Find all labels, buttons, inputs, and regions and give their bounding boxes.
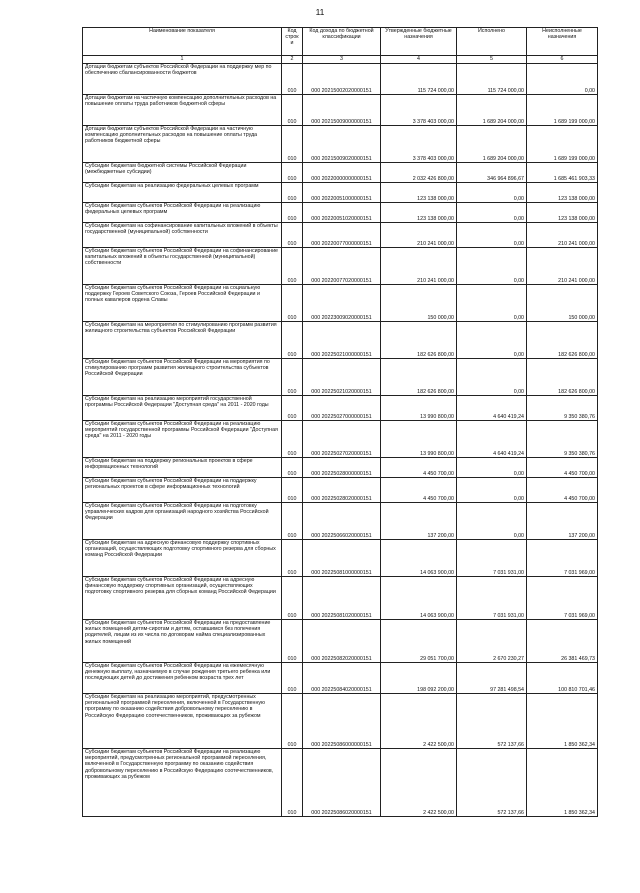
row-executed: 7 031 931,00 bbox=[457, 540, 527, 577]
page-number: 11 bbox=[315, 7, 325, 17]
table-row bbox=[83, 749, 598, 817]
row-revenue-code: 000 20225021000000151 bbox=[303, 322, 381, 359]
row-approved: 123 138 000,00 bbox=[381, 203, 457, 223]
row-revenue-code: 000 20225028020000151 bbox=[303, 478, 381, 503]
row-revenue-code: 000 20225081020000151 bbox=[303, 577, 381, 620]
table-row bbox=[83, 126, 598, 163]
budget-revenue-table bbox=[82, 27, 598, 817]
row-remaining: 150 000,00 bbox=[527, 285, 598, 322]
row-approved: 3 378 403 000,00 bbox=[381, 126, 457, 163]
row-line-code: 010 bbox=[282, 540, 303, 577]
column-number: 3 bbox=[303, 56, 381, 64]
row-line-code: 010 bbox=[282, 183, 303, 203]
row-remaining: 7 031 969,00 bbox=[527, 577, 598, 620]
row-approved: 182 626 800,00 bbox=[381, 359, 457, 396]
row-name: Субсидии бюджетам субъектов Российской Федерации на поддержку региональных проектов в сфере информационных технологий bbox=[83, 478, 282, 503]
table-row bbox=[83, 223, 598, 248]
row-remaining: 182 626 800,00 bbox=[527, 359, 598, 396]
row-executed: 0,00 bbox=[457, 359, 527, 396]
row-name: Субсидии бюджетам субъектов Российской Федерации на предоставление жилых помещений детям-сиротам и детям, оставшимся без попечения родителей, лицам из их числа по договорам найма специализированных жилых помещений bbox=[83, 620, 282, 663]
row-approved: 4 450 700,00 bbox=[381, 458, 457, 478]
row-executed: 346 964 896,67 bbox=[457, 163, 527, 183]
row-line-code: 010 bbox=[282, 203, 303, 223]
row-remaining: 1 685 461 903,33 bbox=[527, 163, 598, 183]
table-row bbox=[83, 95, 598, 126]
row-approved: 198 092 200,00 bbox=[381, 663, 457, 694]
row-remaining: 4 450 700,00 bbox=[527, 458, 598, 478]
table-row bbox=[83, 577, 598, 620]
row-name: Субсидии бюджетам субъектов Российской Федерации на ежемесячную денежную выплату, назначаемую в случае рождения третьего ребенка или последующих детей до достижения ребенком возраста трех лет bbox=[83, 663, 282, 694]
row-executed: 115 724 000,00 bbox=[457, 64, 527, 95]
row-revenue-code: 000 20225028000000151 bbox=[303, 458, 381, 478]
row-executed: 2 670 230,27 bbox=[457, 620, 527, 663]
row-line-code: 010 bbox=[282, 503, 303, 540]
table-row bbox=[83, 64, 598, 95]
row-revenue-code: 000 20215009020000151 bbox=[303, 126, 381, 163]
table-row bbox=[83, 322, 598, 359]
row-executed: 0,00 bbox=[457, 248, 527, 285]
row-remaining: 26 381 469,73 bbox=[527, 620, 598, 663]
row-remaining: 100 810 701,46 bbox=[527, 663, 598, 694]
row-line-code: 010 bbox=[282, 163, 303, 183]
table-row bbox=[83, 421, 598, 458]
row-approved: 14 063 900,00 bbox=[381, 540, 457, 577]
table-row bbox=[83, 540, 598, 577]
row-executed: 97 281 498,54 bbox=[457, 663, 527, 694]
row-remaining: 1 689 199 000,00 bbox=[527, 95, 598, 126]
row-revenue-code: 000 20225066020000151 bbox=[303, 503, 381, 540]
row-remaining: 210 241 000,00 bbox=[527, 248, 598, 285]
table-row bbox=[83, 503, 598, 540]
row-revenue-code: 000 20220077000000151 bbox=[303, 223, 381, 248]
column-number: 1 bbox=[83, 56, 282, 64]
table-row bbox=[83, 183, 598, 203]
row-name: Субсидии бюджетам на мероприятия по стимулированию программ развития жилищного строительства субъектов Российской Федерации bbox=[83, 322, 282, 359]
row-revenue-code: 000 20225021020000151 bbox=[303, 359, 381, 396]
row-revenue-code: 000 20223009020000151 bbox=[303, 285, 381, 322]
row-approved: 14 063 900,00 bbox=[381, 577, 457, 620]
table-row bbox=[83, 285, 598, 322]
row-revenue-code: 000 20220000000000151 bbox=[303, 163, 381, 183]
header-executed: Исполнено bbox=[457, 28, 527, 56]
row-approved: 182 626 800,00 bbox=[381, 322, 457, 359]
header-revenue-code: Код дохода по бюджетной классификации bbox=[303, 28, 381, 56]
column-number: 5 bbox=[457, 56, 527, 64]
row-executed: 0,00 bbox=[457, 183, 527, 203]
row-approved: 29 051 700,00 bbox=[381, 620, 457, 663]
row-name: Субсидии бюджетам субъектов Российской Федерации на подготовку управленческих кадров для организаций народного хозяйства Российской Федерации bbox=[83, 503, 282, 540]
row-executed: 0,00 bbox=[457, 503, 527, 540]
row-revenue-code: 000 20225084020000151 bbox=[303, 663, 381, 694]
row-name: Субсидии бюджетам субъектов Российской Федерации на софинансирование капитальных вложений в объекты государственной (муниципальной) собственности bbox=[83, 248, 282, 285]
table-row bbox=[83, 248, 598, 285]
row-remaining: 9 350 380,76 bbox=[527, 396, 598, 421]
row-line-code: 010 bbox=[282, 64, 303, 95]
column-number: 6 bbox=[527, 56, 598, 64]
row-approved: 13 990 800,00 bbox=[381, 421, 457, 458]
row-revenue-code: 000 20215002020000151 bbox=[303, 64, 381, 95]
row-line-code: 010 bbox=[282, 421, 303, 458]
row-approved: 13 990 800,00 bbox=[381, 396, 457, 421]
row-revenue-code: 000 20220051020000151 bbox=[303, 203, 381, 223]
row-remaining: 0,00 bbox=[527, 64, 598, 95]
row-line-code: 010 bbox=[282, 359, 303, 396]
row-remaining: 4 450 700,00 bbox=[527, 478, 598, 503]
row-remaining: 137 200,00 bbox=[527, 503, 598, 540]
row-executed: 572 137,66 bbox=[457, 749, 527, 817]
row-name: Субсидии бюджетам на адресную финансовую поддержку спортивных организаций, осуществляющих подготовку спортивного резерва для сборных команд Российской Федерации bbox=[83, 540, 282, 577]
row-name: Дотации бюджетам субъектов Российской Федерации на частичную компенсацию дополнительных расходов на повышение оплаты труда работников бюджетной сферы bbox=[83, 126, 282, 163]
row-executed: 1 689 204 000,00 bbox=[457, 126, 527, 163]
row-line-code: 010 bbox=[282, 223, 303, 248]
row-revenue-code: 000 20225086000000151 bbox=[303, 694, 381, 749]
row-executed: 0,00 bbox=[457, 458, 527, 478]
header-approved: Утвержденные бюджетные назначения bbox=[381, 28, 457, 56]
row-line-code: 010 bbox=[282, 620, 303, 663]
row-revenue-code: 000 20225081000000151 bbox=[303, 540, 381, 577]
table-row bbox=[83, 478, 598, 503]
row-executed: 572 137,66 bbox=[457, 694, 527, 749]
row-revenue-code: 000 20215009000000151 bbox=[303, 95, 381, 126]
row-name: Субсидии бюджетам на реализацию мероприятий, предусмотренных региональной программой переселения, включенной в Государственную программу по оказанию содействия добровольному переселению в Российскую Федерацию соотечественников, проживающих за рубежом bbox=[83, 694, 282, 749]
row-remaining: 1 850 362,34 bbox=[527, 694, 598, 749]
row-approved: 4 450 700,00 bbox=[381, 478, 457, 503]
row-approved: 210 241 000,00 bbox=[381, 248, 457, 285]
table-row bbox=[83, 663, 598, 694]
row-remaining: 1 850 362,34 bbox=[527, 749, 598, 817]
row-remaining: 7 031 969,00 bbox=[527, 540, 598, 577]
row-line-code: 010 bbox=[282, 577, 303, 620]
row-revenue-code: 000 20225082020000151 bbox=[303, 620, 381, 663]
row-executed: 7 031 931,00 bbox=[457, 577, 527, 620]
row-line-code: 010 bbox=[282, 749, 303, 817]
row-approved: 150 000,00 bbox=[381, 285, 457, 322]
row-remaining: 123 138 000,00 bbox=[527, 203, 598, 223]
row-revenue-code: 000 20225086020000151 bbox=[303, 749, 381, 817]
row-line-code: 010 bbox=[282, 95, 303, 126]
table-row bbox=[83, 620, 598, 663]
row-name: Дотации бюджетам на частичную компенсацию дополнительных расходов на повышение оплаты труда работников бюджетной сферы bbox=[83, 95, 282, 126]
row-executed: 0,00 bbox=[457, 223, 527, 248]
row-remaining: 1 689 199 000,00 bbox=[527, 126, 598, 163]
table-row bbox=[83, 458, 598, 478]
table-header-row bbox=[83, 28, 598, 56]
row-remaining: 182 626 800,00 bbox=[527, 322, 598, 359]
row-name: Субсидии бюджетам субъектов Российской Федерации на реализацию мероприятий, предусмотренных региональной программой переселения, включенной в Государственную программу по оказанию содействия добровольному переселению в Российскую Федерацию соотечественников, проживающих за рубежом bbox=[83, 749, 282, 817]
header-remaining: Неисполненные назначения bbox=[527, 28, 598, 56]
row-name: Субсидии бюджетам субъектов Российской Федерации на социальную поддержку Героев Советского Союза, Героев Российской Федерации и полных кавалеров ордена Славы bbox=[83, 285, 282, 322]
column-number: 2 bbox=[282, 56, 303, 64]
row-name: Субсидии бюджетам субъектов Российской Федерации на реализацию федеральных целевых программ bbox=[83, 203, 282, 223]
row-executed: 1 689 204 000,00 bbox=[457, 95, 527, 126]
row-approved: 115 724 000,00 bbox=[381, 64, 457, 95]
row-line-code: 010 bbox=[282, 322, 303, 359]
row-approved: 137 200,00 bbox=[381, 503, 457, 540]
row-approved: 123 138 000,00 bbox=[381, 183, 457, 203]
row-executed: 4 640 419,24 bbox=[457, 421, 527, 458]
table-row bbox=[83, 694, 598, 749]
table-row bbox=[83, 163, 598, 183]
table-row bbox=[83, 396, 598, 421]
column-number: 4 bbox=[381, 56, 457, 64]
row-name: Субсидии бюджетам субъектов Российской Федерации на адресную финансовую поддержку спортивных организаций, осуществляющих подготовку спортивного резерва для сборных команд Российской Федерации bbox=[83, 577, 282, 620]
row-name: Субсидии бюджетам бюджетной системы Российской Федерации (межбюджетные субсидии) bbox=[83, 163, 282, 183]
row-executed: 0,00 bbox=[457, 478, 527, 503]
row-approved: 2 422 500,00 bbox=[381, 694, 457, 749]
header-line-code: Код строк и bbox=[282, 28, 303, 56]
row-revenue-code: 000 20225027020000151 bbox=[303, 421, 381, 458]
row-remaining: 123 138 000,00 bbox=[527, 183, 598, 203]
row-revenue-code: 000 20225027000000151 bbox=[303, 396, 381, 421]
row-approved: 2 422 500,00 bbox=[381, 749, 457, 817]
row-revenue-code: 000 20220077020000151 bbox=[303, 248, 381, 285]
row-approved: 210 241 000,00 bbox=[381, 223, 457, 248]
row-executed: 0,00 bbox=[457, 285, 527, 322]
row-executed: 0,00 bbox=[457, 322, 527, 359]
row-line-code: 010 bbox=[282, 396, 303, 421]
row-approved: 2 032 426 800,00 bbox=[381, 163, 457, 183]
table-row bbox=[83, 359, 598, 396]
row-approved: 3 378 403 000,00 bbox=[381, 95, 457, 126]
row-name: Субсидии бюджетам субъектов Российской Федерации на мероприятия по стимулированию программ развития жилищного строительства субъектов Российской Федерации bbox=[83, 359, 282, 396]
column-number-row bbox=[83, 56, 598, 64]
row-line-code: 010 bbox=[282, 694, 303, 749]
row-executed: 0,00 bbox=[457, 203, 527, 223]
table-row bbox=[83, 203, 598, 223]
row-name: Субсидии бюджетам субъектов Российской Федерации на реализацию мероприятий государственной программы Российской Федерации "Доступная среда" на 2011 - 2020 годы bbox=[83, 421, 282, 458]
header-indicator-name: Наименование показателя bbox=[83, 28, 282, 56]
row-name: Субсидии бюджетам на реализацию федеральных целевых программ bbox=[83, 183, 282, 203]
row-line-code: 010 bbox=[282, 458, 303, 478]
row-line-code: 010 bbox=[282, 285, 303, 322]
row-line-code: 010 bbox=[282, 126, 303, 163]
row-name: Субсидии бюджетам на поддержку региональных проектов в сфере информационных технологий bbox=[83, 458, 282, 478]
row-remaining: 9 350 380,76 bbox=[527, 421, 598, 458]
row-name: Субсидии бюджетам на софинансирование капитальных вложений в объекты государственной (муниципальной) собственности bbox=[83, 223, 282, 248]
row-revenue-code: 000 20220051000000151 bbox=[303, 183, 381, 203]
row-line-code: 010 bbox=[282, 248, 303, 285]
row-line-code: 010 bbox=[282, 478, 303, 503]
row-name: Субсидии бюджетам на реализацию мероприятий государственной программы Российской Федерации "Доступная среда" на 2011 - 2020 годы bbox=[83, 396, 282, 421]
row-line-code: 010 bbox=[282, 663, 303, 694]
row-executed: 4 640 419,24 bbox=[457, 396, 527, 421]
row-remaining: 210 241 000,00 bbox=[527, 223, 598, 248]
row-name: Дотации бюджетам субъектов Российской Федерации на поддержку мер по обеспечению сбалансированности бюджетов bbox=[83, 64, 282, 95]
